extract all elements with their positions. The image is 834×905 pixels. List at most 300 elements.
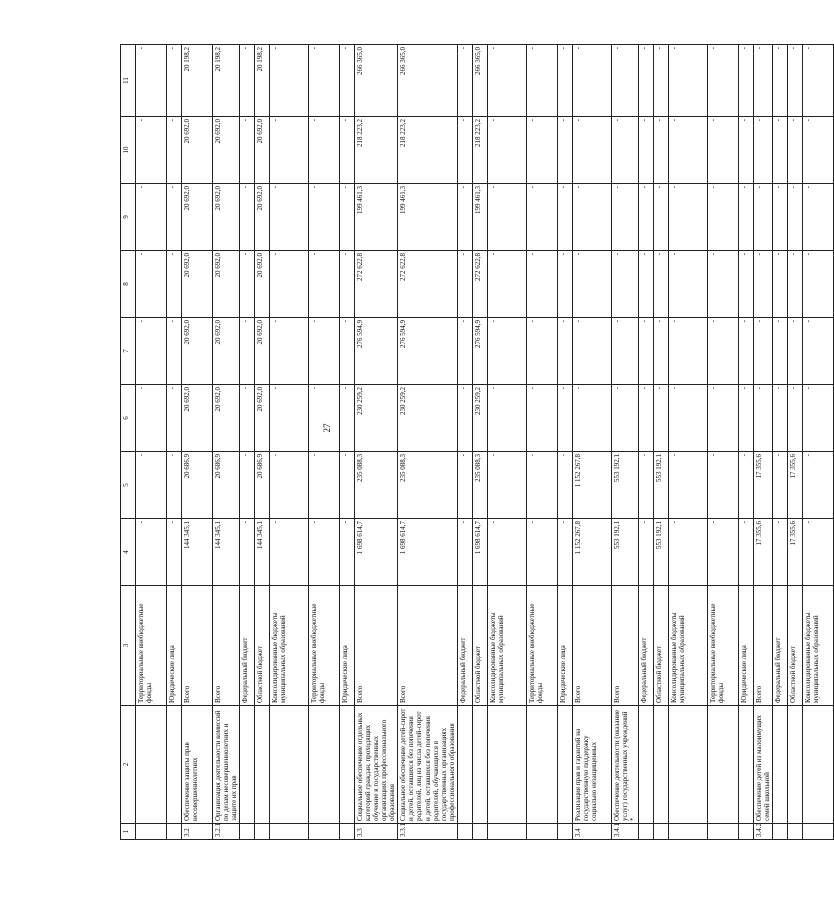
value-cell: -: [487, 318, 526, 385]
row-title-cell: [472, 706, 487, 824]
value-cell: -: [668, 251, 707, 318]
value-cell: -: [802, 45, 833, 117]
column-header: 6: [121, 385, 136, 452]
value-cell: -: [136, 519, 167, 586]
value-cell: 199 461,3: [472, 184, 487, 251]
value-cell: -: [611, 318, 638, 385]
value-cell: -: [270, 452, 309, 519]
value-cell: -: [240, 117, 255, 184]
funding-source-cell: Областной бюджет: [472, 586, 487, 706]
value-cell: 553 192,1: [653, 519, 668, 586]
value-cell: 20 198,2: [213, 45, 240, 117]
value-cell: -: [738, 117, 753, 184]
value-cell: -: [557, 452, 572, 519]
value-cell: -: [572, 251, 611, 318]
value-cell: -: [638, 519, 653, 586]
funding-source-cell: Юридические лица: [557, 586, 572, 706]
row-title-cell: [557, 706, 572, 824]
funding-source-cell: Всего: [182, 586, 213, 706]
value-cell: -: [557, 117, 572, 184]
table-row: [611, 45, 638, 840]
column-header: 11: [121, 45, 136, 117]
value-cell: -: [753, 184, 772, 251]
value-cell: -: [787, 184, 802, 251]
value-cell: -: [787, 318, 802, 385]
value-cell: -: [772, 519, 787, 586]
column-header: 8: [121, 251, 136, 318]
value-cell: 20 692,0: [255, 117, 270, 184]
value-cell: 553 192,1: [611, 519, 638, 586]
value-cell: 20 686,9: [255, 452, 270, 519]
value-cell: -: [487, 45, 526, 117]
table-row: [802, 45, 833, 840]
row-title-cell: [638, 706, 653, 824]
value-cell: 218 223,2: [472, 117, 487, 184]
column-header: 10: [121, 117, 136, 184]
funding-source-cell: Юридические лица: [167, 586, 182, 706]
value-cell: -: [240, 251, 255, 318]
value-cell: 1 152 267,8: [572, 519, 611, 586]
row-id-cell: [668, 824, 707, 840]
row-title-cell: [136, 706, 167, 824]
value-cell: -: [668, 117, 707, 184]
value-cell: -: [526, 318, 557, 385]
value-cell: -: [167, 385, 182, 452]
value-cell: 20 198,2: [182, 45, 213, 117]
row-title-cell: [787, 706, 802, 824]
value-cell: -: [572, 45, 611, 117]
value-cell: -: [340, 452, 355, 519]
funding-source-cell: Консолидированные бюджеты муниципальных образований: [270, 586, 309, 706]
value-cell: 1 698 614,7: [398, 519, 457, 586]
row-id-cell: [340, 824, 355, 840]
table-row: [457, 45, 472, 840]
row-title-cell: [668, 706, 707, 824]
value-cell: -: [653, 45, 668, 117]
table-row: [355, 45, 398, 840]
value-cell: -: [802, 184, 833, 251]
value-cell: -: [526, 251, 557, 318]
table-row: [653, 45, 668, 840]
value-cell: -: [787, 251, 802, 318]
value-cell: 20 692,0: [213, 184, 240, 251]
value-cell: -: [707, 519, 738, 586]
funding-source-cell: Всего: [611, 586, 638, 706]
value-cell: -: [668, 519, 707, 586]
value-cell: -: [802, 251, 833, 318]
value-cell: 553 192,1: [653, 452, 668, 519]
value-cell: -: [653, 117, 668, 184]
row-title-cell: [487, 706, 526, 824]
value-cell: -: [340, 318, 355, 385]
row-title-cell: [340, 706, 355, 824]
value-cell: -: [309, 452, 340, 519]
value-cell: -: [557, 318, 572, 385]
value-cell: 1 698 614,7: [472, 519, 487, 586]
value-cell: -: [167, 117, 182, 184]
value-cell: 20 692,0: [213, 117, 240, 184]
funding-source-cell: Территориальные внебюджетные фонды: [707, 586, 738, 706]
value-cell: -: [611, 251, 638, 318]
table-row: [638, 45, 653, 840]
value-cell: 20 692,0: [213, 385, 240, 452]
funding-source-cell: Территориальные внебюджетные фонды: [136, 586, 167, 706]
table-row: [240, 45, 255, 840]
value-cell: 230 259,2: [472, 385, 487, 452]
value-cell: -: [772, 318, 787, 385]
value-cell: 17 355,6: [753, 519, 772, 586]
value-cell: -: [526, 184, 557, 251]
value-cell: -: [487, 519, 526, 586]
value-cell: -: [136, 251, 167, 318]
value-cell: -: [787, 117, 802, 184]
value-cell: 553 192,1: [611, 452, 638, 519]
table-row: [526, 45, 557, 840]
funding-source-cell: Территориальные внебюджетные фонды: [309, 586, 340, 706]
value-cell: -: [136, 318, 167, 385]
value-cell: -: [526, 452, 557, 519]
table-row: [707, 45, 738, 840]
value-cell: -: [638, 184, 653, 251]
row-id-cell: 3.4.1: [611, 824, 638, 840]
row-id-cell: 3.3.1: [398, 824, 457, 840]
value-cell: -: [340, 519, 355, 586]
value-cell: -: [572, 184, 611, 251]
value-cell: 20 692,0: [182, 117, 213, 184]
value-cell: -: [707, 184, 738, 251]
value-cell: -: [707, 452, 738, 519]
value-cell: -: [802, 117, 833, 184]
value-cell: -: [738, 452, 753, 519]
value-cell: -: [653, 385, 668, 452]
value-cell: -: [240, 519, 255, 586]
value-cell: 266 365,0: [398, 45, 457, 117]
value-cell: -: [638, 251, 653, 318]
row-id-cell: [707, 824, 738, 840]
value-cell: -: [240, 385, 255, 452]
value-cell: -: [309, 519, 340, 586]
row-title-cell: [772, 706, 787, 824]
value-cell: 144 345,1: [255, 519, 270, 586]
funding-source-cell: Федеральный бюджет: [772, 586, 787, 706]
row-title-cell: Обеспечение защиты прав несовершеннолетних: [182, 706, 213, 824]
value-cell: -: [572, 318, 611, 385]
row-title-cell: Организация деятельности комиссий по делам несовершеннолетних и защите их прав: [213, 706, 240, 824]
row-title-cell: Социальное обеспечение отдельных категорий граждан, проходящих обучение в государственных организациях профессионального образования: [355, 706, 398, 824]
value-cell: -: [787, 385, 802, 452]
value-cell: -: [309, 184, 340, 251]
value-cell: -: [487, 452, 526, 519]
value-cell: -: [340, 184, 355, 251]
value-cell: -: [668, 385, 707, 452]
value-cell: 235 088,3: [355, 452, 398, 519]
table-row: [772, 45, 787, 840]
value-cell: -: [557, 45, 572, 117]
table-row: [787, 45, 802, 840]
value-cell: -: [309, 117, 340, 184]
row-title-cell: Реализация прав и гарантий на государственную поддержку социально незащищенных: [572, 706, 611, 824]
table-row: [668, 45, 707, 840]
table-row: [753, 45, 772, 840]
value-cell: -: [340, 251, 355, 318]
value-cell: 20 692,0: [255, 385, 270, 452]
funding-source-cell: Всего: [213, 586, 240, 706]
value-cell: 20 692,0: [255, 318, 270, 385]
value-cell: -: [738, 385, 753, 452]
funding-source-cell: Областной бюджет: [653, 586, 668, 706]
row-id-cell: [270, 824, 309, 840]
funding-source-cell: Областной бюджет: [787, 586, 802, 706]
value-cell: -: [270, 385, 309, 452]
row-id-cell: 3.3: [355, 824, 398, 840]
column-header: 3: [121, 586, 136, 706]
value-cell: -: [457, 385, 472, 452]
row-title-cell: [526, 706, 557, 824]
column-header: 9: [121, 184, 136, 251]
row-title-cell: [240, 706, 255, 824]
value-cell: -: [738, 519, 753, 586]
value-cell: 276 594,9: [398, 318, 457, 385]
row-id-cell: [738, 824, 753, 840]
header-row: [121, 45, 136, 840]
table-row: [472, 45, 487, 840]
value-cell: 20 692,0: [255, 184, 270, 251]
value-cell: 20 692,0: [182, 385, 213, 452]
value-cell: -: [136, 117, 167, 184]
row-title-cell: Обеспечение деятельности (оказание услуг) государственных учреждений *: [611, 706, 638, 824]
value-cell: -: [572, 117, 611, 184]
value-cell: -: [772, 117, 787, 184]
value-cell: -: [526, 519, 557, 586]
column-header: 5: [121, 452, 136, 519]
table-row: [738, 45, 753, 840]
value-cell: -: [526, 385, 557, 452]
funding-source-cell: Всего: [572, 586, 611, 706]
column-header: 7: [121, 318, 136, 385]
row-title-cell: [653, 706, 668, 824]
row-id-cell: 3.4.2: [753, 824, 772, 840]
value-cell: -: [653, 184, 668, 251]
table-row: [182, 45, 213, 840]
value-cell: -: [668, 184, 707, 251]
value-cell: -: [753, 251, 772, 318]
value-cell: -: [611, 117, 638, 184]
value-cell: 272 622,8: [398, 251, 457, 318]
row-title-cell: [309, 706, 340, 824]
value-cell: -: [611, 184, 638, 251]
value-cell: -: [136, 452, 167, 519]
row-id-cell: 3.4: [572, 824, 611, 840]
row-id-cell: [136, 824, 167, 840]
value-cell: 218 223,2: [355, 117, 398, 184]
value-cell: -: [557, 385, 572, 452]
value-cell: -: [457, 117, 472, 184]
value-cell: -: [270, 519, 309, 586]
value-cell: -: [270, 184, 309, 251]
table-row: [136, 45, 167, 840]
value-cell: -: [753, 45, 772, 117]
value-cell: 20 686,9: [213, 452, 240, 519]
value-cell: -: [526, 117, 557, 184]
row-title-cell: Социальное обеспечение детей-сирот и детей, оставшихся без попечения родителей, лиц из числа детей-сирот и детей, оставшихся без попечения родителей, обучающихся в государственных организациях профессионального образования: [398, 706, 457, 824]
value-cell: -: [240, 318, 255, 385]
value-cell: -: [526, 45, 557, 117]
value-cell: -: [638, 318, 653, 385]
value-cell: -: [309, 385, 340, 452]
value-cell: -: [653, 318, 668, 385]
value-cell: -: [668, 45, 707, 117]
value-cell: -: [136, 385, 167, 452]
row-id-cell: [472, 824, 487, 840]
value-cell: 17 355,6: [787, 519, 802, 586]
funding-source-cell: Всего: [355, 586, 398, 706]
row-title-cell: [738, 706, 753, 824]
value-cell: -: [167, 45, 182, 117]
value-cell: 235 088,3: [472, 452, 487, 519]
value-cell: 17 355,6: [753, 452, 772, 519]
value-cell: -: [668, 318, 707, 385]
table-row: [255, 45, 270, 840]
table-row: [557, 45, 572, 840]
value-cell: 20 692,0: [182, 318, 213, 385]
value-cell: 17 355,6: [787, 452, 802, 519]
value-cell: -: [457, 452, 472, 519]
value-cell: -: [340, 45, 355, 117]
funding-source-cell: Федеральный бюджет: [638, 586, 653, 706]
value-cell: -: [557, 519, 572, 586]
value-cell: -: [772, 251, 787, 318]
value-cell: -: [457, 45, 472, 117]
value-cell: -: [167, 184, 182, 251]
value-cell: -: [167, 452, 182, 519]
value-cell: -: [611, 45, 638, 117]
row-id-cell: [653, 824, 668, 840]
value-cell: -: [738, 184, 753, 251]
funding-source-cell: Юридические лица: [738, 586, 753, 706]
value-cell: -: [240, 45, 255, 117]
value-cell: -: [487, 385, 526, 452]
value-cell: 218 223,2: [398, 117, 457, 184]
value-cell: -: [653, 251, 668, 318]
row-id-cell: [487, 824, 526, 840]
column-header: 2: [121, 706, 136, 824]
row-id-cell: [802, 824, 833, 840]
value-cell: -: [457, 184, 472, 251]
value-cell: -: [738, 251, 753, 318]
funding-source-cell: Всего: [753, 586, 772, 706]
row-title-cell: [802, 706, 833, 824]
value-cell: -: [707, 117, 738, 184]
value-cell: -: [270, 251, 309, 318]
funding-source-cell: Всего: [398, 586, 457, 706]
funding-source-cell: Федеральный бюджет: [457, 586, 472, 706]
value-cell: 20 692,0: [213, 251, 240, 318]
value-cell: -: [772, 452, 787, 519]
row-title-cell: [167, 706, 182, 824]
table-row: [270, 45, 309, 840]
value-cell: -: [707, 45, 738, 117]
table-row: [167, 45, 182, 840]
value-cell: -: [270, 45, 309, 117]
page-number: 27: [322, 423, 332, 433]
value-cell: 20 692,0: [182, 184, 213, 251]
funding-source-cell: Юридические лица: [340, 586, 355, 706]
value-cell: 144 345,1: [213, 519, 240, 586]
column-header: 1: [121, 824, 136, 840]
row-id-cell: [638, 824, 653, 840]
value-cell: -: [340, 117, 355, 184]
value-cell: -: [802, 385, 833, 452]
funding-source-cell: Федеральный бюджет: [240, 586, 255, 706]
value-cell: -: [309, 45, 340, 117]
row-id-cell: [240, 824, 255, 840]
table-row: [398, 45, 457, 840]
row-id-cell: [167, 824, 182, 840]
value-cell: -: [638, 452, 653, 519]
row-id-cell: [255, 824, 270, 840]
table-row: [340, 45, 355, 840]
table-row: [572, 45, 611, 840]
value-cell: -: [772, 184, 787, 251]
value-cell: 272 622,8: [472, 251, 487, 318]
budget-table-rotated: [120, 45, 820, 840]
value-cell: -: [638, 45, 653, 117]
value-cell: 20 692,0: [213, 318, 240, 385]
value-cell: 230 259,2: [355, 385, 398, 452]
row-id-cell: [526, 824, 557, 840]
value-cell: -: [136, 184, 167, 251]
row-title-cell: Обеспечение детей из малоимущих семей школьной: [753, 706, 772, 824]
value-cell: -: [738, 318, 753, 385]
value-cell: -: [772, 385, 787, 452]
row-id-cell: [787, 824, 802, 840]
value-cell: 199 461,3: [398, 184, 457, 251]
row-id-cell: 3.2: [182, 824, 213, 840]
value-cell: -: [707, 385, 738, 452]
value-cell: 20 198,2: [255, 45, 270, 117]
value-cell: -: [753, 318, 772, 385]
value-cell: -: [487, 117, 526, 184]
value-cell: -: [167, 519, 182, 586]
value-cell: 276 594,9: [355, 318, 398, 385]
value-cell: 230 259,2: [398, 385, 457, 452]
value-cell: -: [309, 318, 340, 385]
value-cell: -: [457, 519, 472, 586]
table-body: [136, 45, 834, 840]
value-cell: 266 365,0: [355, 45, 398, 117]
value-cell: 266 365,0: [472, 45, 487, 117]
row-id-cell: 3.2.1: [213, 824, 240, 840]
value-cell: 199 461,3: [355, 184, 398, 251]
value-cell: -: [240, 452, 255, 519]
value-cell: 20 692,0: [255, 251, 270, 318]
value-cell: 1 152 267,8: [572, 452, 611, 519]
row-title-cell: [270, 706, 309, 824]
row-title-cell: [707, 706, 738, 824]
value-cell: -: [136, 45, 167, 117]
value-cell: 1 698 614,7: [355, 519, 398, 586]
value-cell: 276 594,9: [472, 318, 487, 385]
funding-source-cell: Консолидированные бюджеты муниципальных образований: [668, 586, 707, 706]
row-id-cell: [772, 824, 787, 840]
value-cell: -: [707, 251, 738, 318]
value-cell: -: [802, 318, 833, 385]
value-cell: -: [738, 45, 753, 117]
value-cell: -: [167, 318, 182, 385]
value-cell: -: [753, 117, 772, 184]
budget-table: [120, 44, 834, 840]
value-cell: 235 088,3: [398, 452, 457, 519]
